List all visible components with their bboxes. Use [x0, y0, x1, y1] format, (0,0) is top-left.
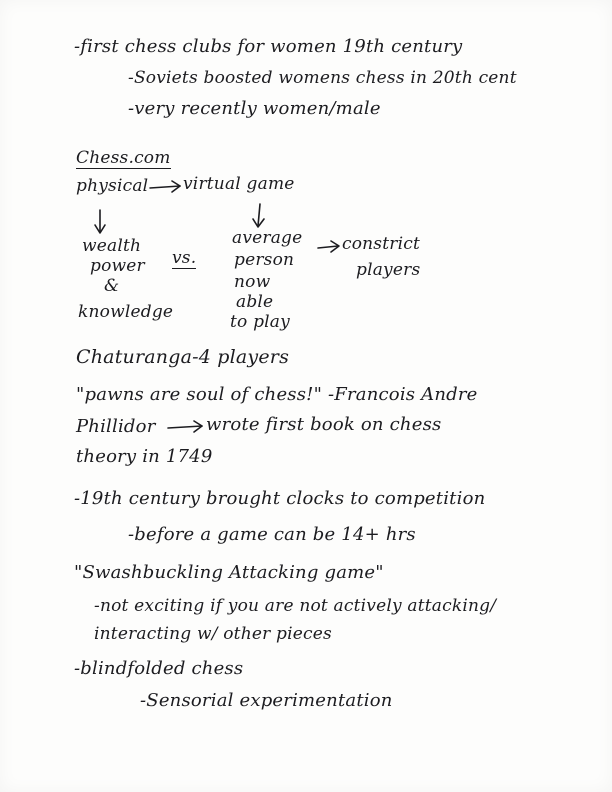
- note-blindfolded: -blindfolded chess: [74, 658, 244, 679]
- note-not-exciting: -not exciting if you are not actively attacking/: [94, 596, 497, 616]
- note-person: person: [234, 250, 295, 270]
- note-knowledge: knowledge: [78, 302, 174, 322]
- note-sensorial: -Sensorial experimentation: [140, 690, 393, 711]
- note-14-hrs: -before a game can be 14+ hrs: [128, 524, 416, 545]
- note-line-recently: -very recently women/male: [128, 98, 381, 119]
- note-phillidor: Phillidor: [76, 416, 156, 437]
- note-average: average: [232, 228, 303, 248]
- note-interacting: interacting w/ other pieces: [94, 624, 332, 644]
- note-able: able: [236, 292, 274, 312]
- note-wrote-first-book: wrote first book on chess: [206, 414, 442, 435]
- note-virtual-game: virtual game: [183, 174, 295, 194]
- note-vs: vs.: [172, 248, 197, 268]
- arrow-down-left-icon: [95, 210, 105, 233]
- arrow-physical-to-virtual-icon: [150, 181, 180, 192]
- note-heading-chess-com: Chess.com: [76, 148, 171, 168]
- arrow-phillidor-to-wrote-icon: [168, 421, 202, 432]
- note-pawns-quote: "pawns are soul of chess!" -Francois Andre: [76, 384, 478, 405]
- note-chaturanga: Chaturanga-4 players: [76, 346, 290, 368]
- note-wealth: wealth: [82, 236, 142, 256]
- note-players: players: [356, 260, 421, 280]
- note-clocks: -19th century brought clocks to competition: [74, 488, 486, 509]
- note-now: now: [234, 272, 271, 292]
- note-power: power: [90, 256, 145, 276]
- note-physical: physical: [76, 176, 149, 196]
- arrow-down-right-icon: [253, 204, 264, 227]
- note-ampersand: &: [104, 276, 120, 296]
- note-swashbuckling: "Swashbuckling Attacking game": [74, 562, 384, 583]
- note-line-first-chess-clubs: -first chess clubs for women 19th century: [74, 36, 463, 57]
- arrow-to-constrict-icon: [318, 241, 339, 252]
- note-to-play: to play: [230, 312, 290, 332]
- note-constrict: constrict: [342, 234, 420, 254]
- note-line-soviets: -Soviets boosted womens chess in 20th cent: [128, 68, 517, 88]
- note-theory-1749: theory in 1749: [76, 446, 213, 467]
